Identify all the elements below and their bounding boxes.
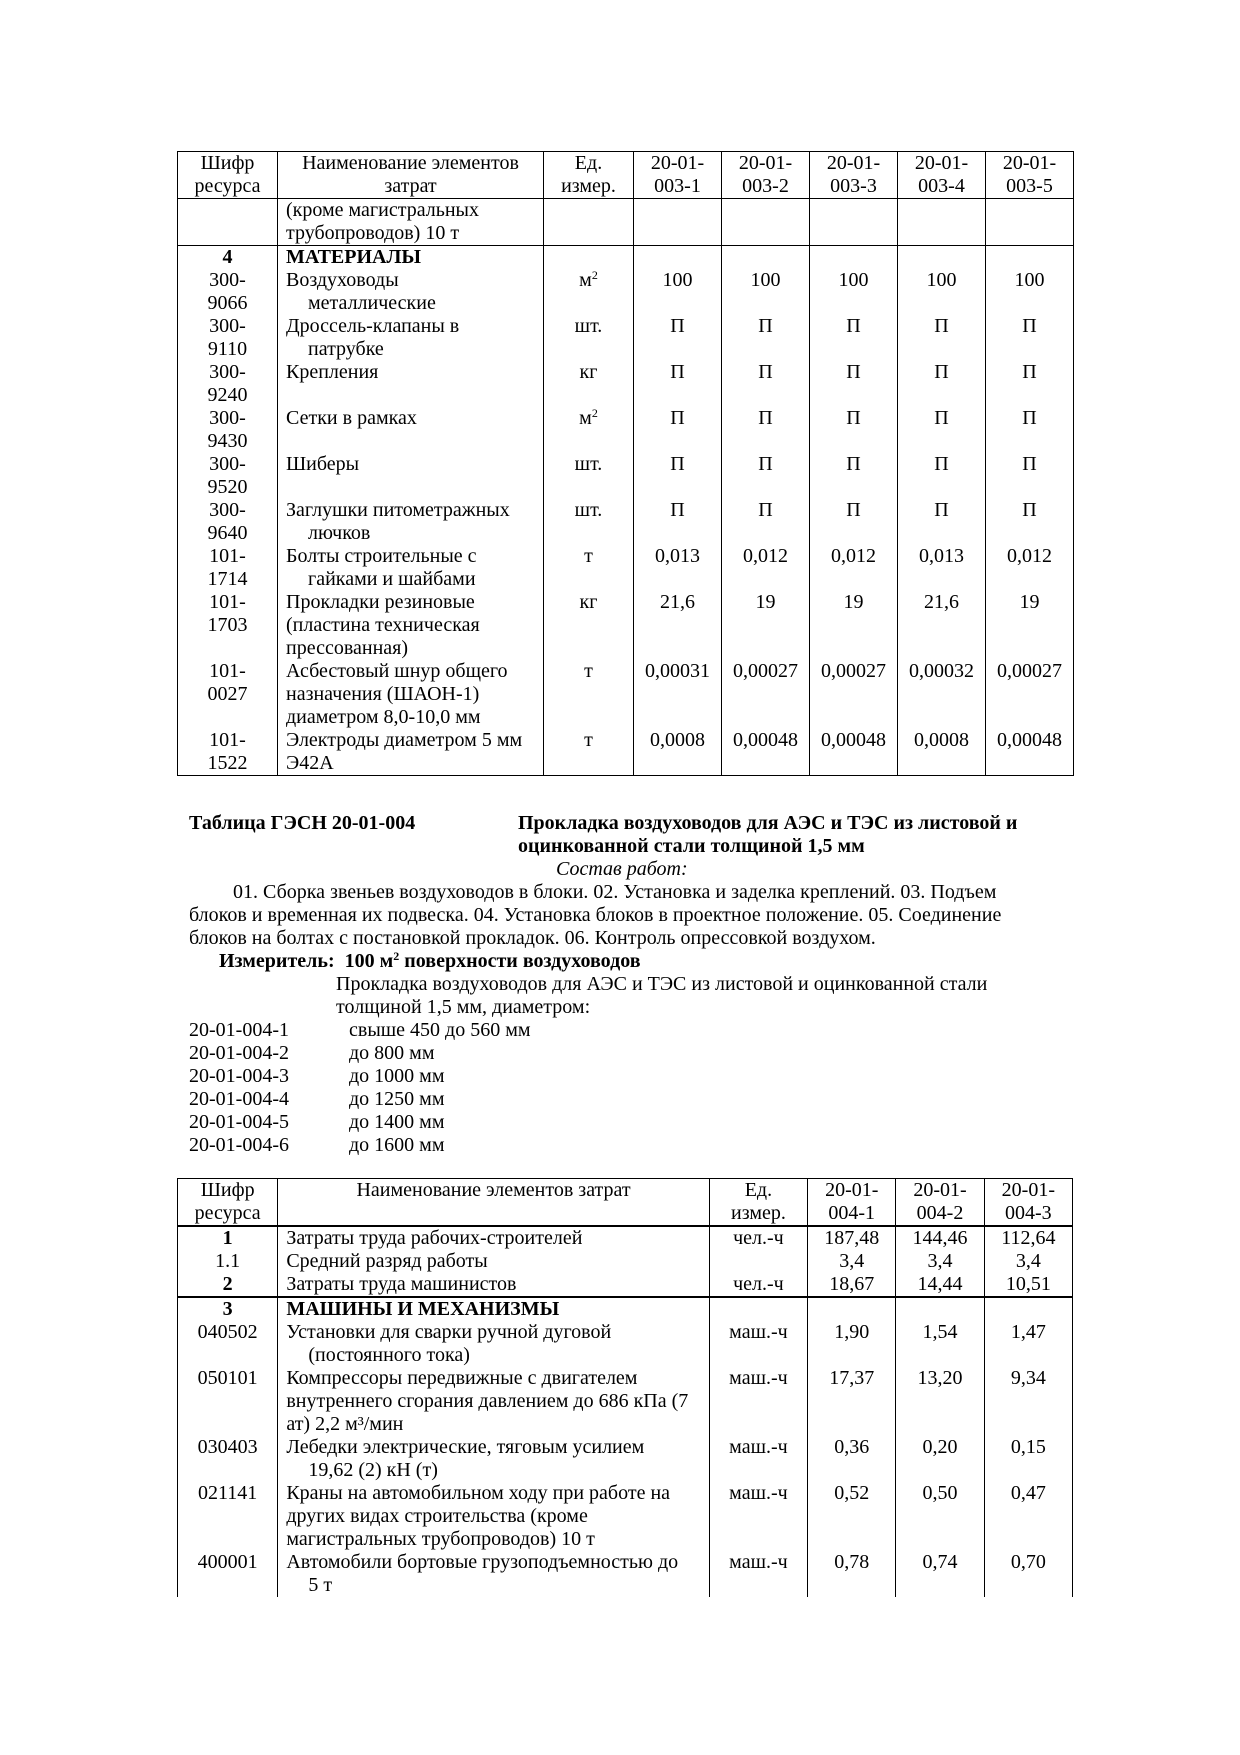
cell-name: Затраты труда машинистов xyxy=(278,1273,709,1297)
table-label: Таблица ГЭСН 20-01-004 xyxy=(189,812,416,834)
cell-unit-text: т xyxy=(584,660,593,682)
section-name: МАТЕРИАЛЫ xyxy=(278,246,544,270)
cell-code: 300-9110 xyxy=(178,315,278,361)
item-text: до 1600 мм xyxy=(349,1134,445,1156)
cell-value: П xyxy=(722,315,810,361)
cell-name xyxy=(278,660,544,729)
cell-name xyxy=(278,1482,709,1551)
cell-value: 1,90 xyxy=(808,1321,896,1367)
cell-value: 0,013 xyxy=(634,545,722,591)
table-row xyxy=(178,660,1074,729)
cell-value: 0,00027 xyxy=(810,660,898,729)
col-header-c2: 20-01-003-2 xyxy=(722,152,810,199)
cell-name-text: Сетки в рамках xyxy=(286,407,417,429)
cell-value: 0,78 xyxy=(808,1551,896,1597)
cell-value: П xyxy=(986,453,1074,499)
cell-unit: маш.-ч xyxy=(709,1551,807,1597)
cell-value: 144,46 xyxy=(896,1226,984,1250)
cell-value: 1,54 xyxy=(896,1321,984,1367)
cell-code: 300-9640 xyxy=(178,499,278,545)
cell-value: 19 xyxy=(722,591,810,660)
cell-unit xyxy=(544,591,634,660)
cell-code: 101-1714 xyxy=(178,545,278,591)
cell-value: П xyxy=(810,499,898,545)
cell-value: 21,6 xyxy=(634,591,722,660)
cell-name-text: Болты строительные с xyxy=(286,545,477,567)
cell-value: 0,00032 xyxy=(898,660,986,729)
cell-code: 101-1522 xyxy=(178,729,278,776)
cell-value: П xyxy=(898,407,986,453)
cell-name-text: Прокладки резиновые (пластина техническая прессованная) xyxy=(286,591,480,659)
cell-value: 0,0008 xyxy=(898,729,986,776)
cell-name-text: Автомобили бортовые грузоподъемностью до xyxy=(286,1551,679,1573)
item-text: до 800 мм xyxy=(349,1042,435,1064)
cell-value: 3,4 xyxy=(896,1250,984,1273)
cell-unit: маш.-ч xyxy=(709,1367,807,1436)
table-header-row xyxy=(178,152,1074,199)
table-row xyxy=(178,199,1074,246)
cell-value: 0,012 xyxy=(810,545,898,591)
item-code: 20-01-004-2 xyxy=(189,1042,289,1064)
cell-unit-text: т xyxy=(584,729,593,751)
cell-name xyxy=(278,499,544,545)
table-row xyxy=(178,1436,1073,1482)
item-code: 20-01-004-5 xyxy=(189,1111,289,1133)
cell-value: 17,37 xyxy=(808,1367,896,1436)
cell-name xyxy=(278,545,544,591)
cell-name-cont: гайками и шайбами xyxy=(308,568,476,590)
cell-name xyxy=(278,453,544,499)
meter-sup: 2 xyxy=(393,949,400,963)
cell-unit-text: кг xyxy=(579,591,598,613)
cell-code: 050101 xyxy=(178,1367,278,1436)
item-code: 20-01-004-3 xyxy=(189,1065,289,1087)
cell-code: 300-9430 xyxy=(178,407,278,453)
cell-unit: маш.-ч xyxy=(709,1321,807,1367)
cell-value: П xyxy=(898,361,986,407)
table-row xyxy=(178,499,1074,545)
cell-value: 10,51 xyxy=(984,1273,1072,1297)
cell-value: 0,52 xyxy=(808,1482,896,1551)
cell-value: 19 xyxy=(986,591,1074,660)
table-row xyxy=(178,453,1074,499)
cell-unit xyxy=(544,315,634,361)
cell-unit-text: шт. xyxy=(574,499,603,521)
cell-value: 0,0008 xyxy=(634,729,722,776)
cell-name: Затраты труда рабочих-строителей xyxy=(278,1226,709,1250)
cell-value: 100 xyxy=(898,269,986,315)
table-row xyxy=(178,269,1074,315)
table-row xyxy=(178,1551,1073,1597)
col-header-name: Наименование элементов затрат xyxy=(278,1179,709,1227)
cell-code: 021141 xyxy=(178,1482,278,1551)
cell-value: 0,012 xyxy=(986,545,1074,591)
list-item xyxy=(189,1088,531,1111)
cell-value: 0,00027 xyxy=(722,660,810,729)
cell-value: П xyxy=(898,499,986,545)
cell-unit: маш.-ч xyxy=(709,1436,807,1482)
cell-unit xyxy=(544,361,634,407)
cell-unit xyxy=(544,545,634,591)
cell-name xyxy=(278,269,544,315)
cell-name xyxy=(278,591,544,660)
cell-value: П xyxy=(810,361,898,407)
cell-name-text: Краны на автомобильном ходу при работе на других видах строительства (кроме магистральных трубопроводов) 10 т xyxy=(286,1482,671,1550)
item-code: 20-01-004-1 xyxy=(189,1019,289,1041)
cell-code: 040502 xyxy=(178,1321,278,1367)
section-row xyxy=(178,246,1074,270)
table-row xyxy=(178,315,1074,361)
cell-name-text: Заглушки питометражных xyxy=(286,499,510,521)
cell-value: П xyxy=(722,407,810,453)
cell-unit: чел.-ч xyxy=(709,1273,807,1297)
cell-value: 3,4 xyxy=(808,1250,896,1273)
cell-value: 100 xyxy=(722,269,810,315)
cell-unit-text: кг xyxy=(579,361,598,383)
materials-table xyxy=(177,151,1074,776)
resources-table xyxy=(177,1178,1073,1597)
section-code: 4 xyxy=(178,246,278,270)
cell-value: 0,50 xyxy=(896,1482,984,1551)
cell-name xyxy=(278,361,544,407)
cell-unit-sup: 2 xyxy=(591,406,598,420)
cell-value: П xyxy=(986,361,1074,407)
meter-value: 100 м xyxy=(344,950,394,972)
list-item xyxy=(189,1019,531,1042)
cell-code: 300-9520 xyxy=(178,453,278,499)
cell-unit: маш.-ч xyxy=(709,1482,807,1551)
cell-unit: чел.-ч xyxy=(709,1226,807,1250)
cell-value: П xyxy=(810,315,898,361)
cell-code: 1.1 xyxy=(178,1250,278,1273)
cell-value: П xyxy=(634,453,722,499)
col-header-code: Шифр ресурса xyxy=(178,152,278,199)
cell-value: 18,67 xyxy=(808,1273,896,1297)
cell-name-text: Установки для сварки ручной дуговой xyxy=(286,1321,612,1343)
cell-name xyxy=(278,1367,709,1436)
cell-value: П xyxy=(810,407,898,453)
table-row xyxy=(178,545,1074,591)
table-row xyxy=(178,407,1074,453)
cell-name-text: Асбестовый шнур общего назначения (ШАОН-1) диаметром 8,0-10,0 мм xyxy=(286,660,508,728)
cell-name-text: Компрессоры передвижные с двигателем внутреннего сгорания давлением до 686 кПа (7 ат) 2,2 м³/мин xyxy=(286,1367,689,1435)
cell-value: 0,012 xyxy=(722,545,810,591)
cell-value: 0,013 xyxy=(898,545,986,591)
list-item xyxy=(189,1065,531,1088)
cell-name xyxy=(278,729,544,776)
cell-value: П xyxy=(898,315,986,361)
cell-name-cont: патрубке xyxy=(308,338,384,360)
table-row xyxy=(178,1226,1073,1250)
item-text: свыше 450 до 560 мм xyxy=(349,1019,531,1041)
cell-value: П xyxy=(810,453,898,499)
cell-value: 100 xyxy=(634,269,722,315)
table-row xyxy=(178,1321,1073,1367)
cell-unit xyxy=(544,453,634,499)
col-header-c5: 20-01-003-5 xyxy=(986,152,1074,199)
cell-value: 0,00027 xyxy=(986,660,1074,729)
cell-value: П xyxy=(634,407,722,453)
list-item xyxy=(189,1042,531,1065)
table-title: Прокладка воздуховодов для АЭС и ТЭС из листовой и оцинкованной стали толщиной 1,5 мм xyxy=(518,812,1018,857)
cell-value: П xyxy=(986,315,1074,361)
continuation-text: (кроме магистральных трубопроводов) 10 т xyxy=(278,199,544,246)
table-header-row xyxy=(178,1179,1073,1227)
cell-code: 101-1703 xyxy=(178,591,278,660)
section-code: 3 xyxy=(178,1297,278,1321)
work-text: 01. Сборка звеньев воздуховодов в блоки. 02. Установка и заделка креплений. 03. Подъем блоков и временная их подвеска. 04. Установка блоков в проектное положение. 05. Соединение блоков на болтах с постановкой прокладок. 06. Контроль опрессовкой воздухом. xyxy=(189,881,1002,949)
cell-unit-text: т xyxy=(584,545,593,567)
cell-value: 0,00048 xyxy=(986,729,1074,776)
col-header-name: Наименование элементов затрат xyxy=(278,152,544,199)
cell-name: Средний разряд работы xyxy=(278,1250,709,1273)
col-header-c2: 20-01-004-2 xyxy=(896,1179,984,1227)
cell-value: 19 xyxy=(810,591,898,660)
list-item xyxy=(189,1134,531,1157)
section-row xyxy=(178,1297,1073,1321)
cell-name xyxy=(278,1551,709,1597)
cell-value: П xyxy=(634,499,722,545)
cell-value: П xyxy=(634,361,722,407)
cell-name-cont: металлические xyxy=(308,292,436,314)
cell-value: 0,00048 xyxy=(722,729,810,776)
cell-code: 400001 xyxy=(178,1551,278,1597)
cell-value: 0,70 xyxy=(984,1551,1072,1597)
item-code: 20-01-004-6 xyxy=(189,1134,289,1156)
section-name: МАШИНЫ И МЕХАНИЗМЫ xyxy=(278,1297,709,1321)
cell-value: П xyxy=(722,361,810,407)
cell-name xyxy=(278,1321,709,1367)
cell-value: 0,15 xyxy=(984,1436,1072,1482)
cell-value: 187,48 xyxy=(808,1226,896,1250)
cell-value: П xyxy=(898,453,986,499)
cell-value: П xyxy=(986,499,1074,545)
meter-rest: поверхности воздуховодов xyxy=(404,950,641,972)
cell-unit xyxy=(544,269,634,315)
cell-value: 1,47 xyxy=(984,1321,1072,1367)
meter-label: Измеритель: xyxy=(219,950,335,972)
table-row xyxy=(178,1273,1073,1297)
cell-unit xyxy=(544,499,634,545)
item-code: 20-01-004-4 xyxy=(189,1088,289,1110)
cell-name-text: Дроссель-клапаны в xyxy=(286,315,460,337)
cell-name-cont: (постоянного тока) xyxy=(308,1344,470,1366)
table-row xyxy=(178,1482,1073,1551)
intro-text: Прокладка воздуховодов для АЭС и ТЭС из листовой и оцинкованной стали толщиной 1,5 мм, диаметром: xyxy=(336,973,988,1018)
table-row xyxy=(178,729,1074,776)
cell-name-cont: 19,62 (2) кН (т) xyxy=(308,1459,438,1481)
cell-value: П xyxy=(722,499,810,545)
cell-name-text: Лебедки электрические, тяговым усилием xyxy=(286,1436,645,1458)
cell-value: 0,36 xyxy=(808,1436,896,1482)
cell-value: 0,00048 xyxy=(810,729,898,776)
col-header-c1: 20-01-003-1 xyxy=(634,152,722,199)
cell-value: П xyxy=(634,315,722,361)
cell-code: 300-9240 xyxy=(178,361,278,407)
cell-unit xyxy=(544,660,634,729)
cell-name-text: Крепления xyxy=(286,361,379,383)
item-text: до 1250 мм xyxy=(349,1088,445,1110)
col-header-c3: 20-01-003-3 xyxy=(810,152,898,199)
col-header-c3: 20-01-004-3 xyxy=(984,1179,1072,1227)
col-header-unit: Ед. измер. xyxy=(709,1179,807,1227)
cell-unit-sup: 2 xyxy=(591,268,598,282)
cell-unit-text: шт. xyxy=(574,315,603,337)
table-row xyxy=(178,1250,1073,1273)
list-item xyxy=(189,1111,531,1134)
cell-value: 100 xyxy=(810,269,898,315)
cell-unit-text: шт. xyxy=(574,453,603,475)
cell-value: П xyxy=(986,407,1074,453)
cell-name-text: Электроды диаметром 5 мм Э42А xyxy=(286,729,523,774)
cell-value: 13,20 xyxy=(896,1367,984,1436)
meter-line xyxy=(219,950,641,973)
item-text: до 1400 мм xyxy=(349,1111,445,1133)
item-list xyxy=(189,1019,531,1157)
cell-value: 112,64 xyxy=(984,1226,1072,1250)
cell-code: 1 xyxy=(178,1226,278,1250)
cell-name-text: Шиберы xyxy=(286,453,360,475)
cell-unit xyxy=(544,407,634,453)
cell-value: 0,20 xyxy=(896,1436,984,1482)
item-text: до 1000 мм xyxy=(349,1065,445,1087)
cell-value: 0,74 xyxy=(896,1551,984,1597)
work-heading: Состав работ: xyxy=(556,858,688,880)
cell-unit-text: м xyxy=(579,407,592,429)
cell-code: 300-9066 xyxy=(178,269,278,315)
cell-code: 030403 xyxy=(178,1436,278,1482)
col-header-code: Шифр ресурса xyxy=(178,1179,278,1227)
cell-value: 0,00031 xyxy=(634,660,722,729)
cell-value: 21,6 xyxy=(898,591,986,660)
cell-name-cont: лючков xyxy=(308,522,371,544)
col-header-unit: Ед. измер. xyxy=(544,152,634,199)
cell-name-text: Воздуховоды xyxy=(286,269,399,291)
cell-value: 14,44 xyxy=(896,1273,984,1297)
col-header-c4: 20-01-003-4 xyxy=(898,152,986,199)
cell-code: 2 xyxy=(178,1273,278,1297)
cell-name xyxy=(278,315,544,361)
table-row xyxy=(178,1367,1073,1436)
cell-value: 0,47 xyxy=(984,1482,1072,1551)
cell-name xyxy=(278,1436,709,1482)
table-row xyxy=(178,361,1074,407)
cell-value: 100 xyxy=(986,269,1074,315)
cell-code: 101-0027 xyxy=(178,660,278,729)
table-row xyxy=(178,591,1074,660)
cell-unit-text: м xyxy=(579,269,592,291)
cell-unit xyxy=(544,729,634,776)
cell-value: 9,34 xyxy=(984,1367,1072,1436)
cell-name xyxy=(278,407,544,453)
cell-name-cont: 5 т xyxy=(308,1574,333,1596)
col-header-c1: 20-01-004-1 xyxy=(808,1179,896,1227)
cell-unit xyxy=(709,1250,807,1273)
cell-value: 3,4 xyxy=(984,1250,1072,1273)
cell-value: П xyxy=(722,453,810,499)
